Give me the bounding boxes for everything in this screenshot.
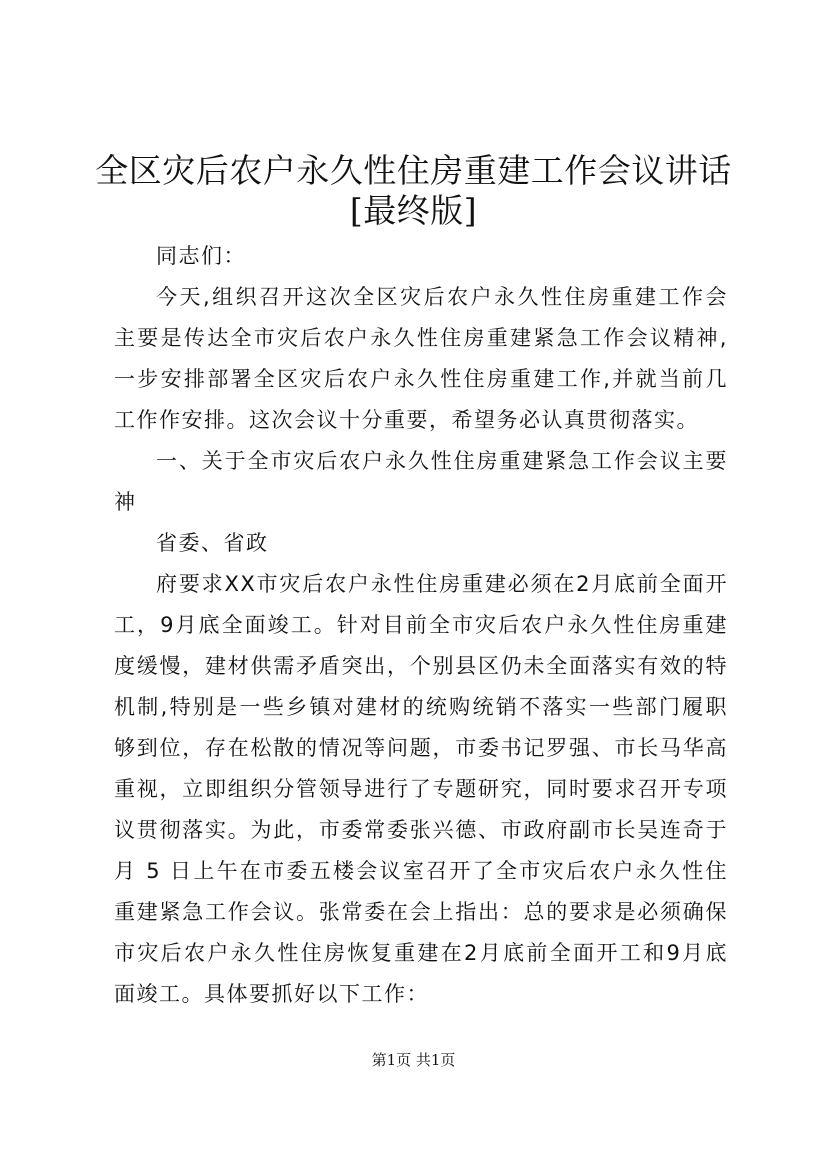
body-text-line: 神 (114, 490, 137, 514)
body-text-line: 今天,组织召开这次全区灾后农户永久性住房重建工作会 (156, 285, 728, 309)
body-text-line: 度缓慢，建材供需矛盾突出，个别县区仍未全面落实有效的特 (114, 654, 728, 678)
body-text-line: 一、关于全市灾后农户永久性住房重建紧急工作会议主要 (156, 449, 728, 473)
body-text-line: 市灾后农户永久性住房恢复重建在2月底前全面开工和9月底 (114, 941, 728, 965)
page-footer: 第1页 共1页 (371, 1051, 456, 1069)
document-title: 全区灾后农户永久性住房重建工作会议讲话 (95, 151, 732, 190)
body-text-line: 重建紧急工作会议。张常委在会上指出：总的要求是必须确保 (114, 900, 728, 924)
body-text-line: 同志们： (156, 244, 246, 268)
body-text-line: 议贯彻落实。为此，市委常委张兴德、市政府副市长吴连奇于 (114, 818, 728, 842)
body-text-line: 主要是传达全市灾后农户永久性住房重建紧急工作会议精神, (114, 326, 728, 350)
body-text-line: 省委、省政 (156, 531, 269, 555)
body-text-line: 府要求XX市灾后农户永性住房重建必须在2月底前全面开 (156, 572, 728, 596)
document-body (114, 236, 728, 1015)
body-text-line: 月 5 日上午在市委五楼会议室召开了全市灾后农户永久性住 (114, 859, 728, 883)
body-text-line: 够到位，存在松散的情况等问题，市委书记罗强、市长马华高 (114, 736, 728, 760)
body-text-line: 重视，立即组织分管领导进行了专题研究，同时要求召开专项 (114, 777, 728, 801)
body-text-line: 工作作安排。这次会议十分重要，希望务必认真贯彻落实。 (114, 408, 699, 432)
body-text-line: 工，9月底全面竣工。针对目前全市灾后农户永久性住房重建 (114, 613, 728, 637)
document-title-version: [最终版] (349, 191, 478, 230)
body-text-line: 机制,特别是一些乡镇对建材的统购统销不落实一些部门履职 (114, 695, 728, 719)
body-text-line: 一步安排部署全区灾后农户永久性住房重建工作,并就当前几 (114, 367, 728, 391)
body-text-line: 面竣工。具体要抓好以下工作： (114, 982, 429, 1006)
